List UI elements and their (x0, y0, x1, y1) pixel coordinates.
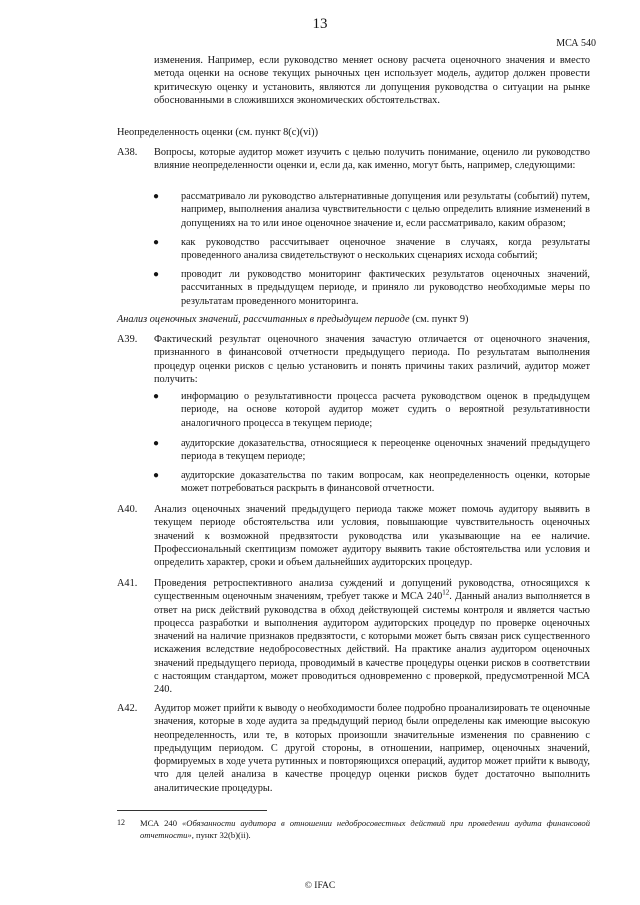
page-number: 13 (312, 16, 328, 32)
paragraph-label-a42: А42. (117, 703, 138, 714)
bullet-icon: ● (153, 470, 160, 481)
copyright-footer: © IFAC (304, 881, 336, 891)
footnote-prefix: МСА 240 (140, 818, 182, 828)
paragraph-a40: Анализ оценочных значений предыдущего периода также может помочь аудитору выявить в текущем периоде обстоятельства или условия, повышающие чувствительность оценочных значений к возможной предвзятости руководства или указывающие на ее наличие. Профессиональный скептицизм поможет аудитору выявить такие обстоятельства или условия и определить характер, сроки и объем дальнейших аудиторских процедур. (154, 504, 590, 569)
footnote-suffix: , пункт 32(b)(ii). (191, 830, 251, 840)
bullet-icon: ● (153, 191, 160, 202)
paragraph-a41 (154, 577, 590, 697)
paragraph-a41-text-end: . Данный анализ выполняется в ответ на риск действий руководства в обход действующей системы контроля и является частью процесса разработки и выполнения аудитором аудиторских процедур по проверке оценочных значений на наличие признаков предвзятости, с которыми может быть связан риск существенного искажения вследствие недобросовестных действий. На практике анализ аудитором оценочных значений предыдущего периода, проводимый в качестве процедуры оценки рисков в соответствии с настоящим стандартом, может проводиться одновременно с проверкой, предусмотренной МСА 240. (154, 591, 590, 696)
paragraph-label-a41: А41. (117, 578, 138, 589)
paragraph-label-a38: А38. (117, 147, 138, 158)
list-item: как руководство рассчитывает оценочное значение в случаях, когда результаты проведенного анализа свидетельствуют о нескольких сценариях исхода событий; (181, 237, 590, 262)
heading-text: Анализ оценочных значений, рассчитанных в предыдущем периоде (117, 314, 410, 325)
heading-ref: (см. пункт 9) (409, 314, 469, 325)
section-heading-estimation-uncertainty (117, 126, 318, 139)
list-item: проводит ли руководство мониторинг фактических результатов оценочных значений, рассчитанных в предыдущем периоде, и приняло ли руководство необходимые меры по результатам проведенного мониторинга. (181, 269, 590, 307)
footnote-reference[interactable]: 12 (442, 588, 450, 597)
paragraph-label-a40: А40. (117, 504, 138, 515)
heading-text: Неопределенность оценки (117, 127, 233, 138)
footnote-text (140, 817, 590, 841)
section-heading-prior-period-review (117, 313, 468, 326)
paragraph-a42: Аудитор может прийти к выводу о необходимости более подробно проанализировать те оценочные значения, которые в ходе аудита за предыдущий период были определены как имеющие высокую неопределенность, или те, в которых произошли значительные изменения по сравнению с предыдущим периодом. С другой стороны, в отношении, например, оценочных значений, формируемых в ходе учета рутинных и повторяющихся операций, аудитор может прийти к выводу, что для целей анализа в качестве процедур оценки рисков будет достаточно выполнить аналитические процедуры. (154, 703, 590, 794)
paragraph-a41-text-start: Проведения ретроспективного анализа суждений и допущений руководства, относящихся к существенным оценочным значениям, требует также и МСА 240 (154, 578, 590, 603)
paragraph-a38: Вопросы, которые аудитор может изучить с целью получить понимание, оценило ли руководство влияние неопределенности оценки и, если да, как именно, могут быть, например, следующими: (154, 147, 590, 172)
list-item: аудиторские доказательства, относящиеся к переоценке оценочных значений предыдущего периода в текущем периоде; (181, 438, 590, 463)
paragraph-a39: Фактический результат оценочного значения зачастую отличается от оценочного значения, признанного в финансовой отчетности предыдущего периода. По результатам выполнения процедур оценки рисков с целью установить и понять причины таких различий, аудитор может получить: (154, 334, 590, 385)
footnote-divider (117, 810, 267, 811)
bullet-icon: ● (153, 237, 160, 248)
list-item: информацию о результативности процесса расчета руководством оценок в предыдущем периоде, на основе которой аудитор может судить о вероятной результативности аналогичного процесса в текущем периоде; (181, 391, 590, 429)
bullet-icon: ● (153, 391, 160, 402)
footnote-number: 12 (117, 818, 125, 827)
bullet-icon: ● (153, 269, 160, 280)
heading-ref: (см. пункт 8(с)(vi)) (232, 127, 319, 138)
standard-code: МСА 540 (556, 38, 596, 49)
intro-paragraph: изменения. Например, если руководство меняет основу расчета оценочного значения и вместо метода оценки на основе текущих рыночных цен использует модель, аудитор должен провести критическую оценку и установить, являются ли допущения руководства о ситуации на рынке обоснованными в сложившихся экономических обстоятельствах. (154, 55, 590, 106)
list-item: рассматривало ли руководство альтернативные допущения или результаты (событий) путем, например, выполнения анализа чувствительности с целью определить влияние изменений в допущениях на то или иное оценочное значение и, если рассматривало, каким образом; (181, 191, 590, 229)
bullet-icon: ● (153, 438, 160, 449)
paragraph-label-a39: А39. (117, 334, 138, 345)
list-item: аудиторские доказательства по таким вопросам, как неопределенность оценки, которые может потребоваться раскрыть в финансовой отчетности. (181, 470, 590, 495)
footnote-title: «Обязанности аудитора в отношении недобросовестных действий при проведении аудита финансовой отчетности» (140, 818, 590, 840)
